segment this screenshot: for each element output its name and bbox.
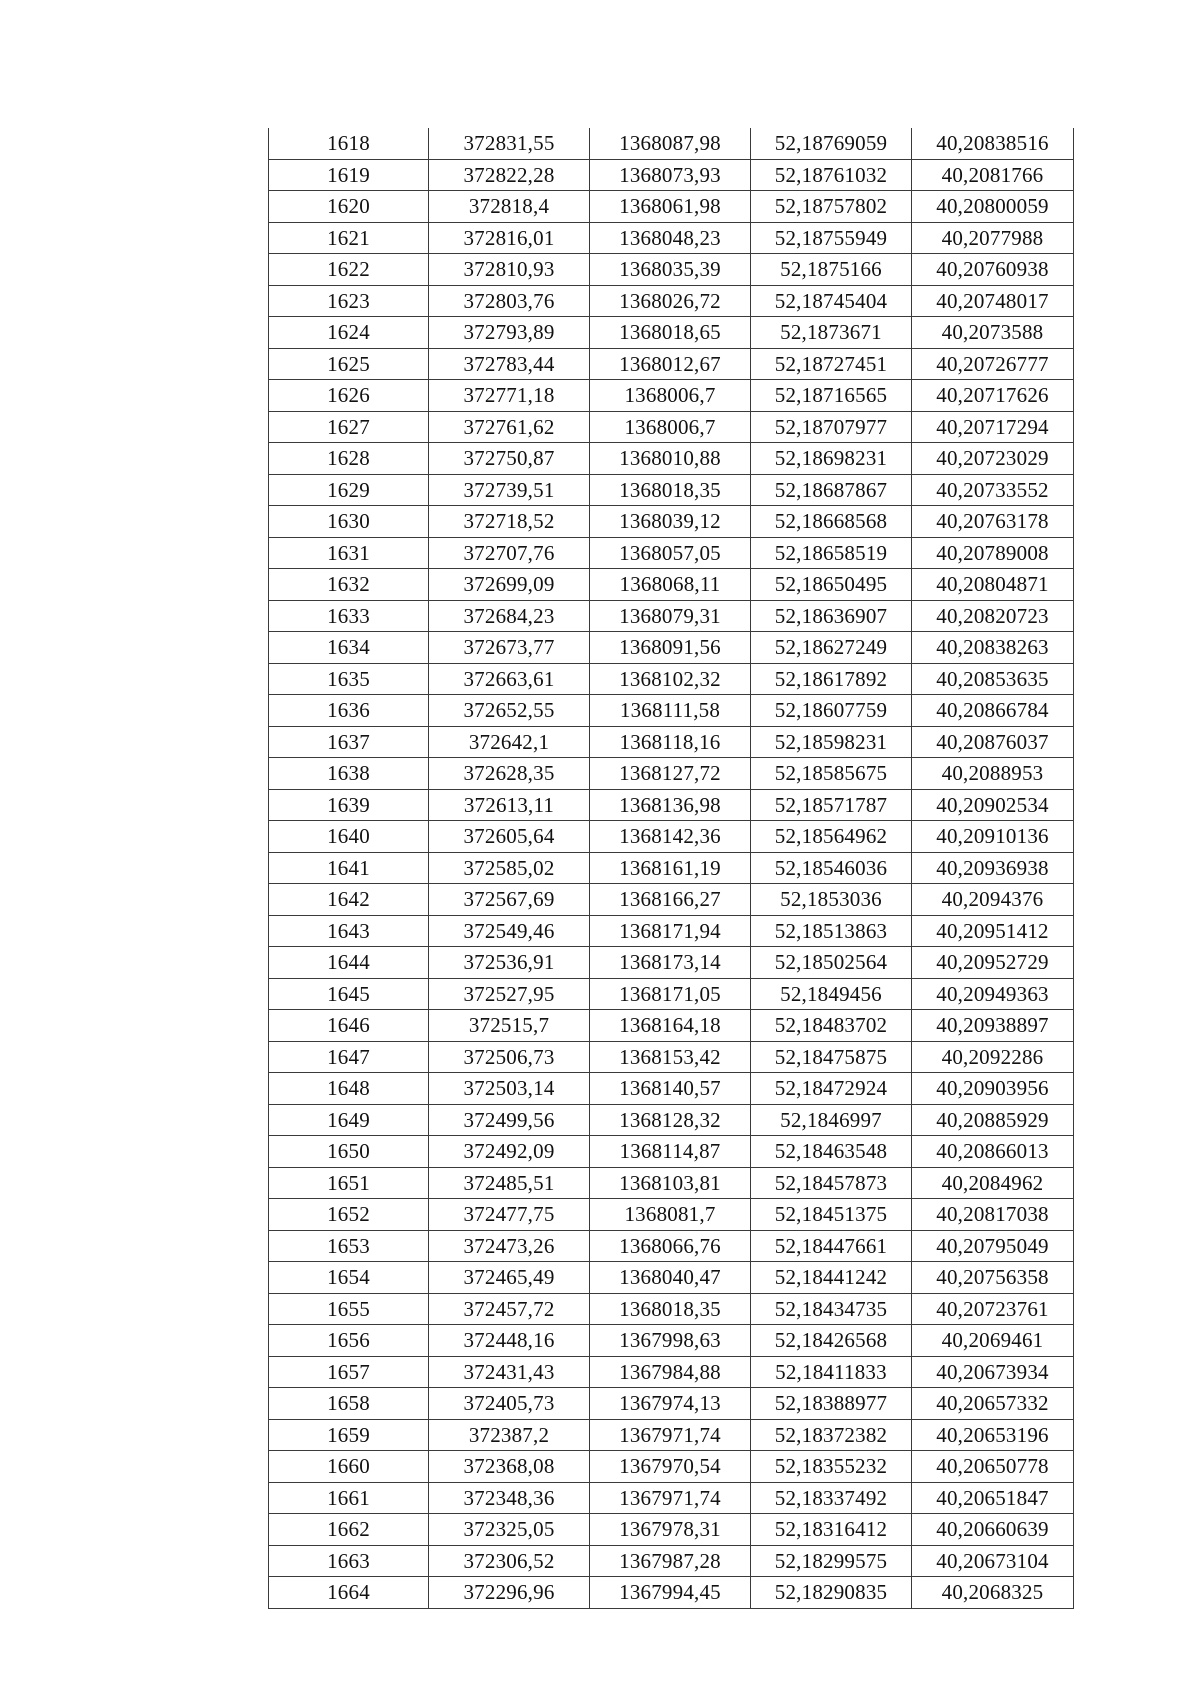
longitude-cell: 40,20748017 [912,285,1074,317]
y-coordinate-cell: 1368173,14 [590,947,751,979]
latitude-cell: 52,18571787 [751,789,912,821]
point-number-cell: 1652 [269,1199,429,1231]
longitude-cell: 40,20653196 [912,1419,1074,1451]
latitude-cell: 52,1853036 [751,884,912,916]
x-coordinate-cell: 372771,18 [429,380,590,412]
point-number-cell: 1643 [269,915,429,947]
x-coordinate-cell: 372642,1 [429,726,590,758]
latitude-cell: 52,18337492 [751,1482,912,1514]
longitude-cell: 40,20820723 [912,600,1074,632]
point-number-cell: 1644 [269,947,429,979]
point-number-cell: 1663 [269,1545,429,1577]
latitude-cell: 52,18668568 [751,506,912,538]
longitude-cell: 40,20866013 [912,1136,1074,1168]
latitude-cell: 52,1875166 [751,254,912,286]
x-coordinate-cell: 372803,76 [429,285,590,317]
point-number-cell: 1648 [269,1073,429,1105]
longitude-cell: 40,20760938 [912,254,1074,286]
longitude-cell: 40,20651847 [912,1482,1074,1514]
longitude-cell: 40,20817038 [912,1199,1074,1231]
latitude-cell: 52,18716565 [751,380,912,412]
x-coordinate-cell: 372477,75 [429,1199,590,1231]
x-coordinate-cell: 372831,55 [429,128,590,159]
longitude-cell: 40,20804871 [912,569,1074,601]
longitude-cell: 40,20866784 [912,695,1074,727]
longitude-cell: 40,20657332 [912,1388,1074,1420]
y-coordinate-cell: 1368114,87 [590,1136,751,1168]
table-row [269,1451,1074,1483]
point-number-cell: 1622 [269,254,429,286]
x-coordinate-cell: 372473,26 [429,1230,590,1262]
point-number-cell: 1625 [269,348,429,380]
x-coordinate-cell: 372822,28 [429,159,590,191]
point-number-cell: 1619 [269,159,429,191]
point-number-cell: 1664 [269,1577,429,1609]
latitude-cell: 52,18698231 [751,443,912,475]
x-coordinate-cell: 372457,72 [429,1293,590,1325]
x-coordinate-cell: 372499,56 [429,1104,590,1136]
y-coordinate-cell: 1368128,32 [590,1104,751,1136]
table-row [269,222,1074,254]
y-coordinate-cell: 1368073,93 [590,159,751,191]
table-row [269,411,1074,443]
y-coordinate-cell: 1367987,28 [590,1545,751,1577]
x-coordinate-cell: 372684,23 [429,600,590,632]
latitude-cell: 52,18411833 [751,1356,912,1388]
table-row [269,1482,1074,1514]
y-coordinate-cell: 1368142,36 [590,821,751,853]
y-coordinate-cell: 1367971,74 [590,1482,751,1514]
y-coordinate-cell: 1368018,65 [590,317,751,349]
longitude-cell: 40,20650778 [912,1451,1074,1483]
x-coordinate-cell: 372503,14 [429,1073,590,1105]
point-number-cell: 1639 [269,789,429,821]
longitude-cell: 40,20673104 [912,1545,1074,1577]
x-coordinate-cell: 372605,64 [429,821,590,853]
longitude-cell: 40,2069461 [912,1325,1074,1357]
point-number-cell: 1661 [269,1482,429,1514]
latitude-cell: 52,18745404 [751,285,912,317]
longitude-cell: 40,20885929 [912,1104,1074,1136]
table-row [269,191,1074,223]
longitude-cell: 40,20660639 [912,1514,1074,1546]
table-row [269,695,1074,727]
point-number-cell: 1653 [269,1230,429,1262]
longitude-cell: 40,2088953 [912,758,1074,790]
table-row [269,663,1074,695]
latitude-cell: 52,18502564 [751,947,912,979]
point-number-cell: 1637 [269,726,429,758]
table-row [269,1356,1074,1388]
x-coordinate-cell: 372515,7 [429,1010,590,1042]
longitude-cell: 40,20952729 [912,947,1074,979]
latitude-cell: 52,18441242 [751,1262,912,1294]
y-coordinate-cell: 1368018,35 [590,1293,751,1325]
latitude-cell: 52,18650495 [751,569,912,601]
y-coordinate-cell: 1367974,13 [590,1388,751,1420]
x-coordinate-cell: 372306,52 [429,1545,590,1577]
table-row [269,821,1074,853]
table-row [269,569,1074,601]
x-coordinate-cell: 372652,55 [429,695,590,727]
x-coordinate-cell: 372613,11 [429,789,590,821]
longitude-cell: 40,20910136 [912,821,1074,853]
table-row [269,915,1074,947]
point-number-cell: 1649 [269,1104,429,1136]
longitude-cell: 40,20795049 [912,1230,1074,1262]
table-row [269,1325,1074,1357]
y-coordinate-cell: 1367994,45 [590,1577,751,1609]
point-number-cell: 1636 [269,695,429,727]
longitude-cell: 40,20903956 [912,1073,1074,1105]
y-coordinate-cell: 1368166,27 [590,884,751,916]
latitude-cell: 52,18355232 [751,1451,912,1483]
longitude-cell: 40,2094376 [912,884,1074,916]
table-row [269,1167,1074,1199]
latitude-cell: 52,18727451 [751,348,912,380]
latitude-cell: 52,18426568 [751,1325,912,1357]
y-coordinate-cell: 1368127,72 [590,758,751,790]
longitude-cell: 40,20951412 [912,915,1074,947]
x-coordinate-cell: 372387,2 [429,1419,590,1451]
point-number-cell: 1632 [269,569,429,601]
point-number-cell: 1631 [269,537,429,569]
point-number-cell: 1641 [269,852,429,884]
latitude-cell: 52,18546036 [751,852,912,884]
table-row [269,1262,1074,1294]
table-row [269,1104,1074,1136]
y-coordinate-cell: 1368087,98 [590,128,751,159]
table-row [269,789,1074,821]
longitude-cell: 40,2068325 [912,1577,1074,1609]
y-coordinate-cell: 1368171,94 [590,915,751,947]
latitude-cell: 52,18463548 [751,1136,912,1168]
y-coordinate-cell: 1368091,56 [590,632,751,664]
longitude-cell: 40,20936938 [912,852,1074,884]
y-coordinate-cell: 1367970,54 [590,1451,751,1483]
y-coordinate-cell: 1368061,98 [590,191,751,223]
latitude-cell: 52,18372382 [751,1419,912,1451]
point-number-cell: 1651 [269,1167,429,1199]
table-row [269,537,1074,569]
longitude-cell: 40,20838516 [912,128,1074,159]
point-number-cell: 1634 [269,632,429,664]
table-row [269,1073,1074,1105]
latitude-cell: 52,18388977 [751,1388,912,1420]
coordinates-table [268,128,1074,1609]
table-row [269,317,1074,349]
table-row [269,1136,1074,1168]
point-number-cell: 1646 [269,1010,429,1042]
table-row [269,884,1074,916]
longitude-cell: 40,2084962 [912,1167,1074,1199]
latitude-cell: 52,18564962 [751,821,912,853]
table-row [269,1545,1074,1577]
y-coordinate-cell: 1368102,32 [590,663,751,695]
table-row [269,726,1074,758]
longitude-cell: 40,20949363 [912,978,1074,1010]
longitude-cell: 40,2073588 [912,317,1074,349]
longitude-cell: 40,20717294 [912,411,1074,443]
point-number-cell: 1660 [269,1451,429,1483]
latitude-cell: 52,18513863 [751,915,912,947]
longitude-cell: 40,2081766 [912,159,1074,191]
latitude-cell: 52,18290835 [751,1577,912,1609]
point-number-cell: 1640 [269,821,429,853]
x-coordinate-cell: 372718,52 [429,506,590,538]
x-coordinate-cell: 372761,62 [429,411,590,443]
latitude-cell: 52,18316412 [751,1514,912,1546]
y-coordinate-cell: 1367971,74 [590,1419,751,1451]
table-row [269,1041,1074,1073]
y-coordinate-cell: 1367978,31 [590,1514,751,1546]
y-coordinate-cell: 1368068,11 [590,569,751,601]
longitude-cell: 40,20789008 [912,537,1074,569]
x-coordinate-cell: 372527,95 [429,978,590,1010]
x-coordinate-cell: 372818,4 [429,191,590,223]
y-coordinate-cell: 1368079,31 [590,600,751,632]
y-coordinate-cell: 1368164,18 [590,1010,751,1042]
point-number-cell: 1658 [269,1388,429,1420]
y-coordinate-cell: 1368012,67 [590,348,751,380]
y-coordinate-cell: 1367984,88 [590,1356,751,1388]
table-row [269,1514,1074,1546]
longitude-cell: 40,20938897 [912,1010,1074,1042]
table-row [269,1577,1074,1609]
x-coordinate-cell: 372348,36 [429,1482,590,1514]
x-coordinate-cell: 372368,08 [429,1451,590,1483]
point-number-cell: 1629 [269,474,429,506]
latitude-cell: 52,1873671 [751,317,912,349]
point-number-cell: 1626 [269,380,429,412]
y-coordinate-cell: 1368018,35 [590,474,751,506]
y-coordinate-cell: 1368006,7 [590,380,751,412]
longitude-cell: 40,2077988 [912,222,1074,254]
y-coordinate-cell: 1368118,16 [590,726,751,758]
latitude-cell: 52,18598231 [751,726,912,758]
table-row [269,1293,1074,1325]
table-row [269,506,1074,538]
x-coordinate-cell: 372325,05 [429,1514,590,1546]
longitude-cell: 40,20717626 [912,380,1074,412]
longitude-cell: 40,20723761 [912,1293,1074,1325]
x-coordinate-cell: 372431,43 [429,1356,590,1388]
point-number-cell: 1656 [269,1325,429,1357]
latitude-cell: 52,18658519 [751,537,912,569]
coordinates-table-body [269,128,1074,1608]
point-number-cell: 1620 [269,191,429,223]
point-number-cell: 1628 [269,443,429,475]
latitude-cell: 52,18769059 [751,128,912,159]
latitude-cell: 52,1846997 [751,1104,912,1136]
point-number-cell: 1630 [269,506,429,538]
x-coordinate-cell: 372673,77 [429,632,590,664]
point-number-cell: 1662 [269,1514,429,1546]
longitude-cell: 40,20673934 [912,1356,1074,1388]
longitude-cell: 40,20902534 [912,789,1074,821]
table-row [269,128,1074,159]
latitude-cell: 52,18755949 [751,222,912,254]
table-row [269,1419,1074,1451]
table-row [269,1010,1074,1042]
latitude-cell: 52,18447661 [751,1230,912,1262]
y-coordinate-cell: 1368136,98 [590,789,751,821]
longitude-cell: 40,20723029 [912,443,1074,475]
y-coordinate-cell: 1368057,05 [590,537,751,569]
x-coordinate-cell: 372492,09 [429,1136,590,1168]
point-number-cell: 1627 [269,411,429,443]
y-coordinate-cell: 1368103,81 [590,1167,751,1199]
x-coordinate-cell: 372628,35 [429,758,590,790]
longitude-cell: 40,20800059 [912,191,1074,223]
table-row [269,1230,1074,1262]
x-coordinate-cell: 372536,91 [429,947,590,979]
x-coordinate-cell: 372707,76 [429,537,590,569]
point-number-cell: 1642 [269,884,429,916]
longitude-cell: 40,20756358 [912,1262,1074,1294]
x-coordinate-cell: 372783,44 [429,348,590,380]
point-number-cell: 1647 [269,1041,429,1073]
y-coordinate-cell: 1368066,76 [590,1230,751,1262]
table-row [269,443,1074,475]
x-coordinate-cell: 372750,87 [429,443,590,475]
longitude-cell: 40,20853635 [912,663,1074,695]
point-number-cell: 1618 [269,128,429,159]
longitude-cell: 40,20763178 [912,506,1074,538]
point-number-cell: 1650 [269,1136,429,1168]
table-row [269,159,1074,191]
table-row [269,1388,1074,1420]
x-coordinate-cell: 372405,73 [429,1388,590,1420]
table-row [269,285,1074,317]
y-coordinate-cell: 1368026,72 [590,285,751,317]
latitude-cell: 52,18627249 [751,632,912,664]
x-coordinate-cell: 372816,01 [429,222,590,254]
x-coordinate-cell: 372549,46 [429,915,590,947]
table-row [269,348,1074,380]
latitude-cell: 52,18687867 [751,474,912,506]
latitude-cell: 52,18457873 [751,1167,912,1199]
y-coordinate-cell: 1368006,7 [590,411,751,443]
latitude-cell: 52,18617892 [751,663,912,695]
y-coordinate-cell: 1368035,39 [590,254,751,286]
point-number-cell: 1621 [269,222,429,254]
latitude-cell: 52,18757802 [751,191,912,223]
x-coordinate-cell: 372739,51 [429,474,590,506]
table-row [269,852,1074,884]
latitude-cell: 52,18434735 [751,1293,912,1325]
y-coordinate-cell: 1368040,47 [590,1262,751,1294]
y-coordinate-cell: 1368111,58 [590,695,751,727]
point-number-cell: 1638 [269,758,429,790]
latitude-cell: 52,18475875 [751,1041,912,1073]
table-row [269,978,1074,1010]
longitude-cell: 40,20733552 [912,474,1074,506]
x-coordinate-cell: 372663,61 [429,663,590,695]
y-coordinate-cell: 1368171,05 [590,978,751,1010]
x-coordinate-cell: 372296,96 [429,1577,590,1609]
x-coordinate-cell: 372810,93 [429,254,590,286]
longitude-cell: 40,20876037 [912,726,1074,758]
point-number-cell: 1659 [269,1419,429,1451]
latitude-cell: 52,18451375 [751,1199,912,1231]
point-number-cell: 1635 [269,663,429,695]
longitude-cell: 40,20726777 [912,348,1074,380]
latitude-cell: 52,18607759 [751,695,912,727]
latitude-cell: 52,18636907 [751,600,912,632]
point-number-cell: 1624 [269,317,429,349]
point-number-cell: 1645 [269,978,429,1010]
x-coordinate-cell: 372585,02 [429,852,590,884]
table-row [269,600,1074,632]
table-row [269,632,1074,664]
latitude-cell: 52,1849456 [751,978,912,1010]
table-row [269,380,1074,412]
x-coordinate-cell: 372506,73 [429,1041,590,1073]
latitude-cell: 52,18472924 [751,1073,912,1105]
y-coordinate-cell: 1367998,63 [590,1325,751,1357]
y-coordinate-cell: 1368140,57 [590,1073,751,1105]
x-coordinate-cell: 372699,09 [429,569,590,601]
y-coordinate-cell: 1368081,7 [590,1199,751,1231]
point-number-cell: 1654 [269,1262,429,1294]
x-coordinate-cell: 372567,69 [429,884,590,916]
table-row [269,254,1074,286]
point-number-cell: 1657 [269,1356,429,1388]
latitude-cell: 52,18585675 [751,758,912,790]
latitude-cell: 52,18483702 [751,1010,912,1042]
table-row [269,474,1074,506]
table-row [269,758,1074,790]
table-row [269,1199,1074,1231]
y-coordinate-cell: 1368161,19 [590,852,751,884]
table-row [269,947,1074,979]
point-number-cell: 1655 [269,1293,429,1325]
latitude-cell: 52,18707977 [751,411,912,443]
latitude-cell: 52,18299575 [751,1545,912,1577]
point-number-cell: 1633 [269,600,429,632]
y-coordinate-cell: 1368153,42 [590,1041,751,1073]
latitude-cell: 52,18761032 [751,159,912,191]
x-coordinate-cell: 372448,16 [429,1325,590,1357]
x-coordinate-cell: 372485,51 [429,1167,590,1199]
longitude-cell: 40,20838263 [912,632,1074,664]
y-coordinate-cell: 1368010,88 [590,443,751,475]
longitude-cell: 40,2092286 [912,1041,1074,1073]
x-coordinate-cell: 372793,89 [429,317,590,349]
y-coordinate-cell: 1368039,12 [590,506,751,538]
y-coordinate-cell: 1368048,23 [590,222,751,254]
x-coordinate-cell: 372465,49 [429,1262,590,1294]
point-number-cell: 1623 [269,285,429,317]
